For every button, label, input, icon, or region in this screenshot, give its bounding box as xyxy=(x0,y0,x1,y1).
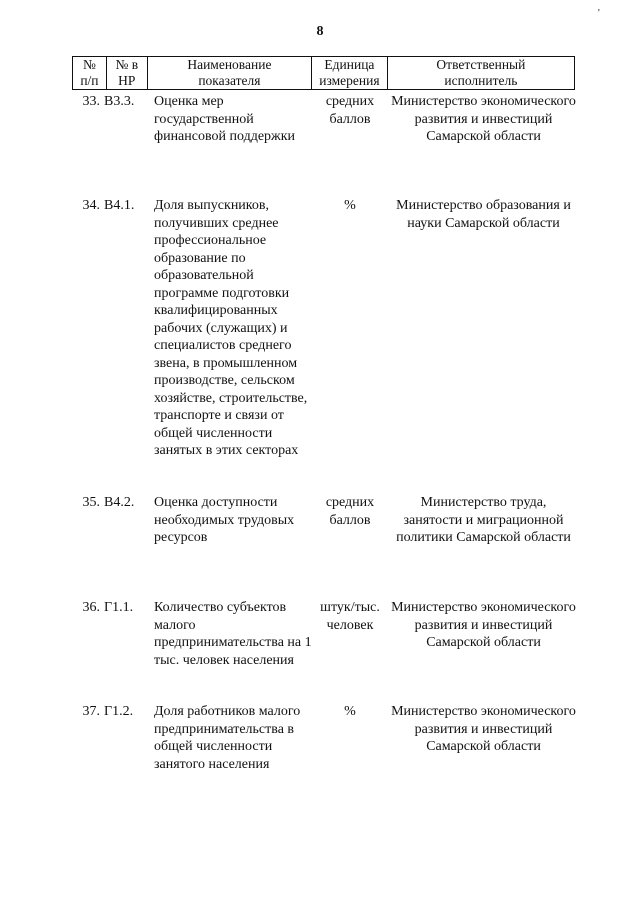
row-code: В4.1. xyxy=(104,198,135,213)
row-indicator-name: Доля работников малого предпринимательства в общей численности занятого населения xyxy=(154,704,301,772)
header-code-line: НР xyxy=(118,73,136,88)
header-code xyxy=(107,57,148,89)
row-code: Г1.1. xyxy=(104,600,134,615)
row-indicator-name: Оценка доступности необходимых трудовых ресурсов xyxy=(154,495,295,545)
row-indicator-name: Доля выпускников, получивших среднее профессиональное образование по образовательной программе подготовки квалифицированных рабочих (служащих) и специалистов среднего звена, в промышленном производстве, сельском хозяйстве, строительстве, транспорте и связи от общей численности занятых в этих секторах xyxy=(154,198,308,458)
row-responsible: Министерство труда, занятости и миграционной политики Самарской области xyxy=(396,495,571,545)
header-unit-line: Единица xyxy=(324,57,375,72)
header-code-line: № в xyxy=(115,57,139,72)
header-number-line: № xyxy=(82,57,96,72)
table-header xyxy=(72,56,575,90)
row-code: В4.2. xyxy=(104,495,135,510)
row-responsible: Министерство экономического развития и инвестиций Самарской области xyxy=(391,94,576,144)
row-indicator-name: Количество субъектов малого предпринимательства на 1 тыс. человек населения xyxy=(154,600,312,668)
row-number: 35. xyxy=(82,495,100,510)
row-responsible: Министерство экономического развития и инвестиций Самарской области xyxy=(391,704,576,754)
corner-mark: ' xyxy=(598,8,600,19)
header-responsible-line: исполнитель xyxy=(444,73,518,88)
row-indicator-name: Оценка мер государственной финансовой поддержки xyxy=(154,94,295,144)
header-unit xyxy=(312,57,388,89)
row-number: 37. xyxy=(82,704,100,719)
row-code: Г1.2. xyxy=(104,704,134,719)
header-name-line: Наименование xyxy=(187,57,272,72)
row-responsible: Министерство экономического развития и инвестиций Самарской области xyxy=(391,600,576,650)
header-name-line: показателя xyxy=(198,73,261,88)
row-responsible: Министерство образования и науки Самарской области xyxy=(396,198,571,231)
row-unit: средних баллов xyxy=(325,495,375,528)
header-number xyxy=(73,57,107,89)
header-responsible xyxy=(388,57,574,89)
header-name xyxy=(148,57,312,89)
row-number: 33. xyxy=(82,94,100,109)
page-number: 8 xyxy=(316,24,324,39)
row-unit: средних баллов xyxy=(325,94,375,127)
header-responsible-line: Ответственный xyxy=(436,57,526,72)
header-unit-line: измерения xyxy=(319,73,380,88)
row-unit: % xyxy=(344,198,356,213)
row-number: 34. xyxy=(82,198,100,213)
row-code: В3.3. xyxy=(104,94,135,109)
row-unit: штук/тыс. человек xyxy=(320,600,380,633)
header-number-line: п/п xyxy=(80,73,99,88)
row-unit: % xyxy=(344,704,356,719)
row-number: 36. xyxy=(82,600,100,615)
